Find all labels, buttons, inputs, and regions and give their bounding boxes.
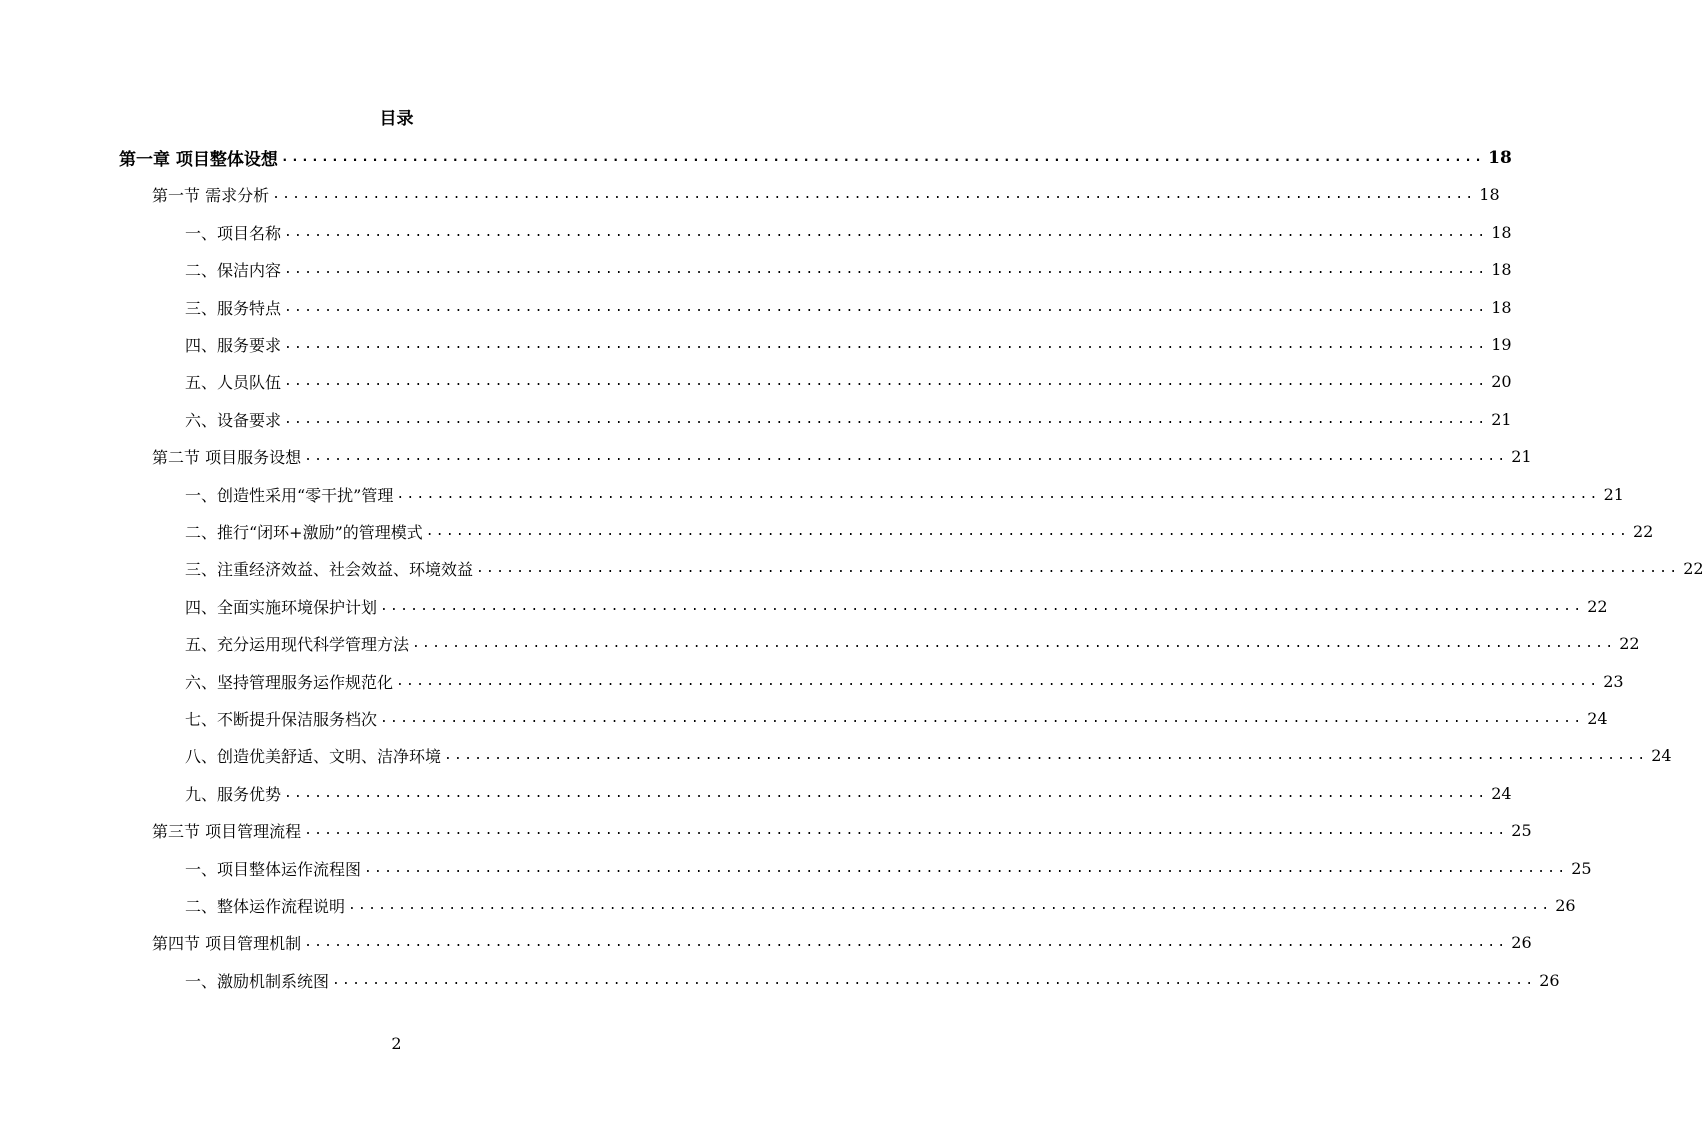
toc-dot-leader: ........................................................................................................................ [380, 711, 1584, 726]
toc-entry[interactable] [119, 139, 1512, 176]
toc-entry-page: 25 [1511, 821, 1532, 841]
toc-entry-page: 22 [1587, 596, 1608, 616]
toc-entry-label: 第一节 需求分析 [152, 186, 270, 206]
toc-dot-leader: ........................................................................................................................ [304, 823, 1508, 839]
toc-entry-label: 四、服务要求 [185, 336, 282, 355]
toc-entry-label: 第一章 项目整体设想 [119, 150, 278, 170]
toc-dot-leader: ........................................................................................................................ [284, 374, 1488, 390]
toc-entry[interactable] [152, 438, 1532, 475]
toc-entry[interactable] [185, 214, 1512, 251]
toc-entry-label: 第四节 项目管理机制 [152, 934, 302, 954]
toc-title: 目录 [379, 109, 414, 129]
toc-entry-label: 六、设备要求 [185, 410, 282, 430]
toc-entry-page: 22 [1683, 559, 1704, 579]
toc-dot-leader: ........................................................................................................................ [396, 673, 1600, 689]
toc-entry-label: 五、充分运用现代科学管理方法 [185, 635, 410, 655]
toc-entry-page: 18 [1491, 297, 1512, 317]
toc-entry-page: 19 [1491, 335, 1512, 354]
toc-entry-page: 22 [1619, 634, 1640, 654]
toc-dot-leader: ........................................................................................................................ [444, 748, 1648, 764]
toc-entry-label: 二、保洁内容 [185, 261, 282, 281]
toc-entry-label: 七、不断提升保洁服务档次 [185, 710, 378, 729]
toc-dot-leader: ........................................................................................................................ [284, 299, 1488, 315]
toc-entry-label: 一、创造性采用“零干扰”管理 [185, 485, 394, 505]
toc-entry-label: 五、人员队伍 [185, 373, 282, 393]
toc-entry-page: 21 [1603, 484, 1624, 504]
toc-dot-leader: ........................................................................................................................ [272, 187, 1476, 203]
toc-entry-label: 三、注重经济效益、社会效益、环境效益 [185, 560, 474, 580]
toc-entry[interactable] [152, 176, 1500, 213]
toc-dot-leader: ........................................................................................................................ [364, 860, 1568, 876]
toc-entry[interactable] [185, 251, 1512, 288]
toc-entry-label: 六、坚持管理服务运作规范化 [185, 672, 394, 692]
toc-dot-leader: ........................................................................................................................ [412, 636, 1616, 652]
toc-dot-leader: ........................................................................................................................ [284, 411, 1488, 427]
toc-dot-leader: ........................................................................................................................ [304, 935, 1508, 951]
toc-entry[interactable] [185, 513, 1654, 550]
toc-entry-label: 九、服务优势 [185, 784, 282, 804]
toc-entry[interactable] [185, 700, 1608, 737]
toc-entry-label: 二、整体运作流程说明 [185, 897, 346, 916]
toc-entry-page: 24 [1587, 709, 1608, 728]
toc-entry-page: 18 [1491, 260, 1512, 280]
toc-entry-page: 22 [1632, 522, 1654, 541]
toc-dot-leader: ........................................................................................................................ [284, 262, 1488, 278]
toc-entry[interactable] [185, 775, 1512, 812]
toc-entry-label: 一、激励机制系统图 [185, 971, 330, 991]
toc-entry-label: 一、项目整体运作流程图 [185, 859, 362, 879]
toc-entry[interactable] [185, 588, 1608, 625]
toc-entry-page: 21 [1491, 409, 1512, 429]
toc-dot-leader: ........................................................................................................................ [332, 972, 1536, 988]
toc-dot-leader: ........................................................................................................................ [380, 598, 1584, 614]
toc-entry-page: 21 [1511, 447, 1532, 467]
toc-entry[interactable] [185, 550, 1704, 587]
toc-dot-leader: ........................................................................................................................ [396, 486, 1600, 502]
toc-entry-page: 26 [1555, 896, 1576, 915]
toc-dot-leader: ........................................................................................................................ [284, 224, 1488, 240]
toc-entry[interactable] [185, 737, 1672, 774]
toc-entry-page: 24 [1651, 746, 1672, 766]
toc-entry[interactable] [185, 326, 1512, 363]
toc-entry-page: 18 [1488, 147, 1512, 168]
toc-entry[interactable] [185, 289, 1512, 326]
toc-dot-leader: ........................................................................................................................ [304, 449, 1508, 465]
toc-entry-label: 八、创造优美舒适、文明、洁净环境 [185, 747, 442, 767]
toc-entry-page: 23 [1603, 671, 1624, 691]
toc-entry[interactable] [185, 625, 1640, 662]
toc-dot-leader: ........................................................................................................................ [348, 898, 1552, 913]
toc-entry[interactable] [152, 924, 1532, 961]
toc-entry[interactable] [185, 363, 1512, 400]
toc-entry[interactable] [185, 887, 1576, 924]
toc-dot-leader: ........................................................................................................................ [476, 561, 1680, 577]
toc-entry-label: 一、项目名称 [185, 223, 282, 243]
toc-entry[interactable] [185, 401, 1512, 438]
toc-entry[interactable] [185, 476, 1624, 513]
toc-entry-label: 第三节 项目管理流程 [152, 822, 302, 842]
page-number: 2 [391, 1034, 402, 1053]
toc-dot-leader: ........................................................................................................................ [284, 337, 1488, 352]
toc-entry-page: 25 [1571, 858, 1592, 878]
toc-entry-page: 18 [1491, 222, 1512, 242]
toc-entry-label: 二、推行“闭环+激励”的管理模式 [185, 523, 423, 542]
toc-entry[interactable] [185, 962, 1560, 999]
toc-entry-page: 24 [1491, 783, 1512, 803]
toc-entry-label: 四、全面实施环境保护计划 [185, 597, 378, 617]
toc-entry[interactable] [185, 850, 1592, 887]
toc-entry[interactable] [152, 812, 1532, 849]
toc-entry[interactable] [185, 663, 1624, 700]
toc-entry-label: 三、服务特点 [185, 298, 282, 318]
toc-dot-leader: ........................................................................................................................ [425, 524, 1629, 539]
toc-dot-leader: ........................................................................................................................ [280, 150, 1485, 165]
toc-entry-page: 20 [1491, 372, 1512, 392]
toc-entry-page: 18 [1479, 185, 1500, 205]
toc-entry-label: 第二节 项目服务设想 [152, 448, 302, 468]
toc-entry-page: 26 [1539, 970, 1560, 990]
toc-entry-page: 26 [1511, 933, 1532, 953]
toc-dot-leader: ........................................................................................................................ [284, 785, 1488, 801]
